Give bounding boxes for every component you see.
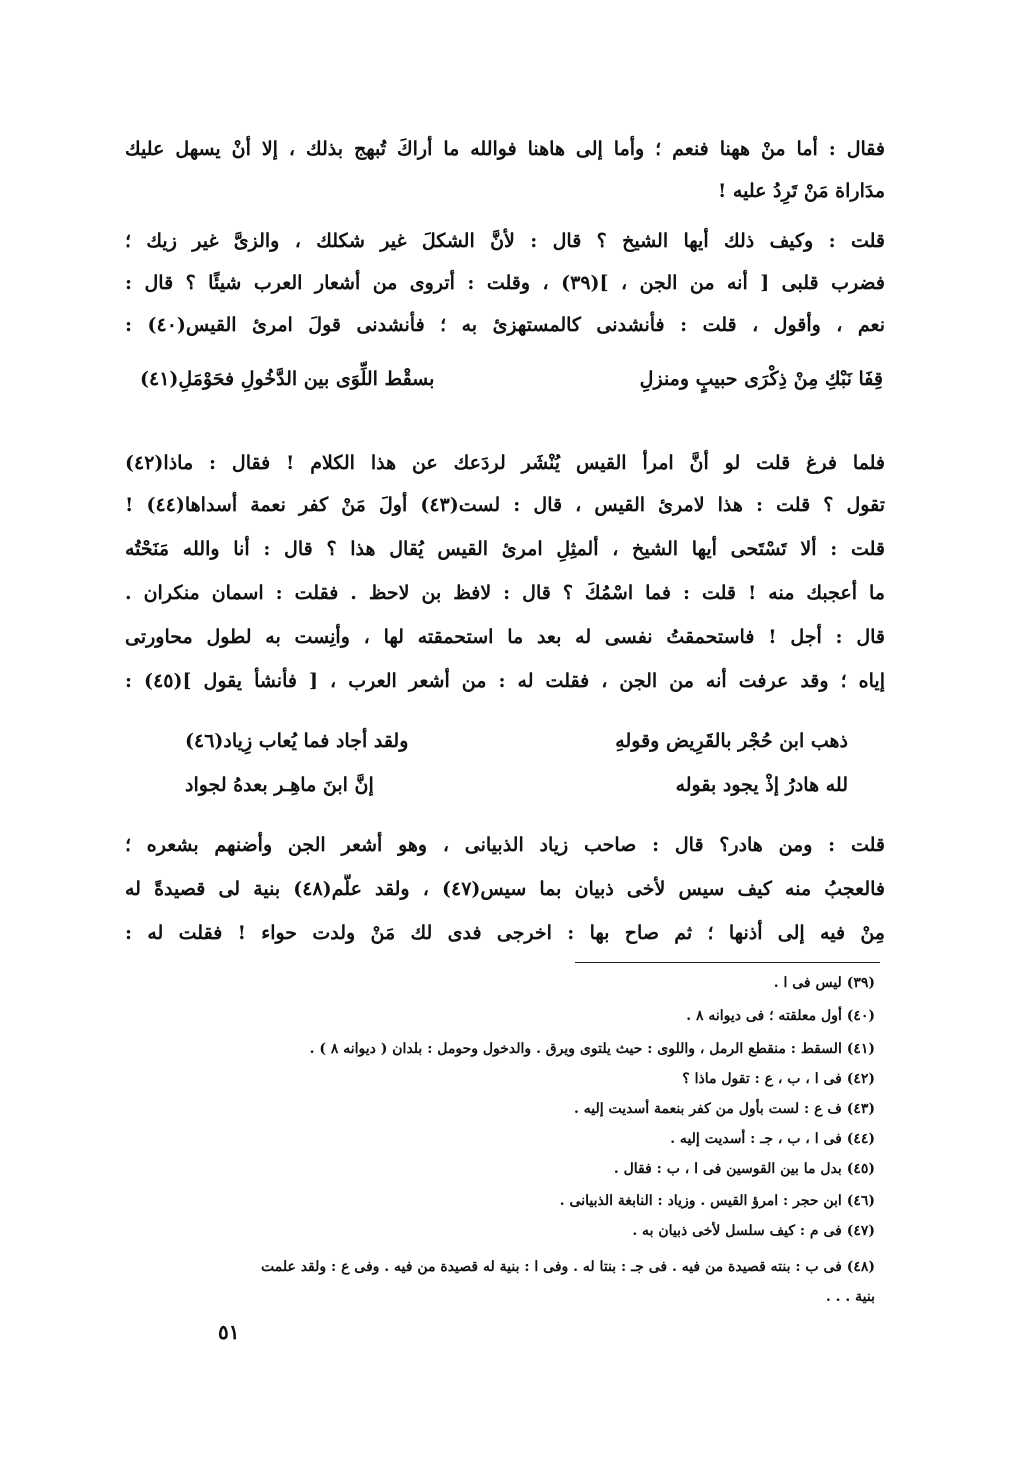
footnote: (٤٨) فى ب : بنته قصيدة من فيه . فى جـ : بنتا له . وفى ا : بنية له قصيدة من فيه . وفى ع : ولقد علمت xyxy=(261,1259,875,1275)
footnote-separator xyxy=(575,962,880,963)
body-line: قلت : ومن هادر؟ قال : صاحب زياد الذبيانى ، وهو أشعر الجن وأضنهم بشعره ؛ xyxy=(125,834,885,856)
body-line: قلت : ألا تَسْتَحى أيها الشيخ ، ألمثِلِ امرئ القيس يُقال هذا ؟ قال : أنا والله مَنَحْتُه xyxy=(125,538,885,560)
verse-hemistich-left: إنَّ ابنَ ماهِـر بعدهُ لجواد xyxy=(185,774,374,796)
footnote: (٤٦) ابن حجر : امرؤ القيس . وزياد : النابغة الذبيانى . xyxy=(559,1193,875,1209)
body-line: مِنْ فيه إلى أذنها ؛ ثم صاح بها : اخرجى فدى لك مَنْ ولدت حواء ! فقلت له : xyxy=(125,922,885,944)
body-line: مدَاراة مَنْ تَرِدُ عليه ! xyxy=(717,180,885,202)
body-line: قلت : وكيف ذلك أيها الشيخ ؟ قال : لأنَّ الشكلَ غير شكلك ، والزىَّ غير زيك ؛ xyxy=(125,230,885,252)
footnote-continuation: بنية . . . xyxy=(825,1289,875,1305)
verse-hemistich-left: ولقد أجاد فما يُعاب زِياد(٤٦) xyxy=(185,730,409,752)
footnote: (٤٢) فى ا ، ب ، ع : تقول ماذا ؟ xyxy=(682,1071,875,1087)
verse-hemistich-right: قِفَا نَبْكِ مِنْ ذِكْرَى حبيبٍ ومنزلِ xyxy=(639,368,883,390)
footnote: (٤٧) فى م : كيف سلسل لأخى ذبيان به . xyxy=(632,1223,875,1239)
footnote: (٤٤) فى ا ، ب ، جـ : أسديت إليه . xyxy=(670,1131,875,1147)
verse-hemistich-left: بسقْط اللِّوَى بين الدَّخُولِ فحَوْمَلِ(٤١) xyxy=(140,368,435,390)
verse-hemistich-right: لله هادرُ إذْ يجود بقوله xyxy=(675,774,848,796)
page-number: ٥١ xyxy=(218,1320,240,1344)
body-line: ما أعجبك منه ! قلت : فما اسْمُكَ ؟ قال : لافظ بن لاحظ . فقلت : اسمان منكران . xyxy=(125,582,885,604)
body-line: قال : أجل ! فاستحمقتُ نفسى له بعد ما استحمقته لها ، وأنِست به لطول محاورتى xyxy=(125,626,885,648)
verse-hemistich-right: ذهب ابن حُجْر بالقَرِيض وقولهِ xyxy=(615,730,848,752)
body-line: إياه ؛ وقد عرفت أنه من الجن ، فقلت له : من أشعر العرب ، [ فأنشأ يقول ](٤٥) : xyxy=(125,670,885,692)
footnote: (٤٣) ف ع : لست بأول من كفر بنعمة أسديت إليه . xyxy=(573,1101,875,1117)
footnote: (٤٥) بدل ما بين القوسين فى ا ، ب : فقال . xyxy=(613,1161,875,1177)
body-line: فضرب قلبى [ أنه من الجن ، ](٣٩) ، وقلت : أتروى من أشعار العرب شيئًا ؟ قال : xyxy=(125,272,885,294)
footnote: (٤١) السقط : منقطع الرمل ، واللوى : حيث يلتوى ويرق . والدخول وحومل : بلدان ( ديوانه ٨ ) . xyxy=(309,1041,875,1057)
body-line: نعم ، وأقول ، قلت : فأنشدنى كالمستهزئ به ؛ فأنشدنى قولَ امرئ القيس(٤٠) : xyxy=(125,314,885,336)
footnote: (٣٩) ليس فى ا . xyxy=(773,975,875,991)
body-line: تقول ؟ قلت : هذا لامرئ القيس ، قال : لست(٤٣) أولَ مَنْ كفر نعمة أسداها(٤٤) ! xyxy=(125,494,885,516)
body-line: فلما فرغ قلت لو أنَّ امرأ القيس يُنْشَر لردَعك عن هذا الكلام ! فقال : ماذا(٤٢) xyxy=(125,452,885,474)
body-line: فالعجبُ منه كيف سيس لأخى ذبيان بما سيس(٤٧) ، ولقد علَّم(٤٨) بنية لى قصيدةً له xyxy=(125,878,885,900)
footnote: (٤٠) أول معلقته ؛ فى ديوانه ٨ . xyxy=(686,1008,875,1024)
body-line: فقال : أما منْ ههنا فنعم ؛ وأما إلى هاهنا فوالله ما أراكَ تُبهج بذلك ، إلا أنْ يسهل عليك xyxy=(125,138,885,160)
